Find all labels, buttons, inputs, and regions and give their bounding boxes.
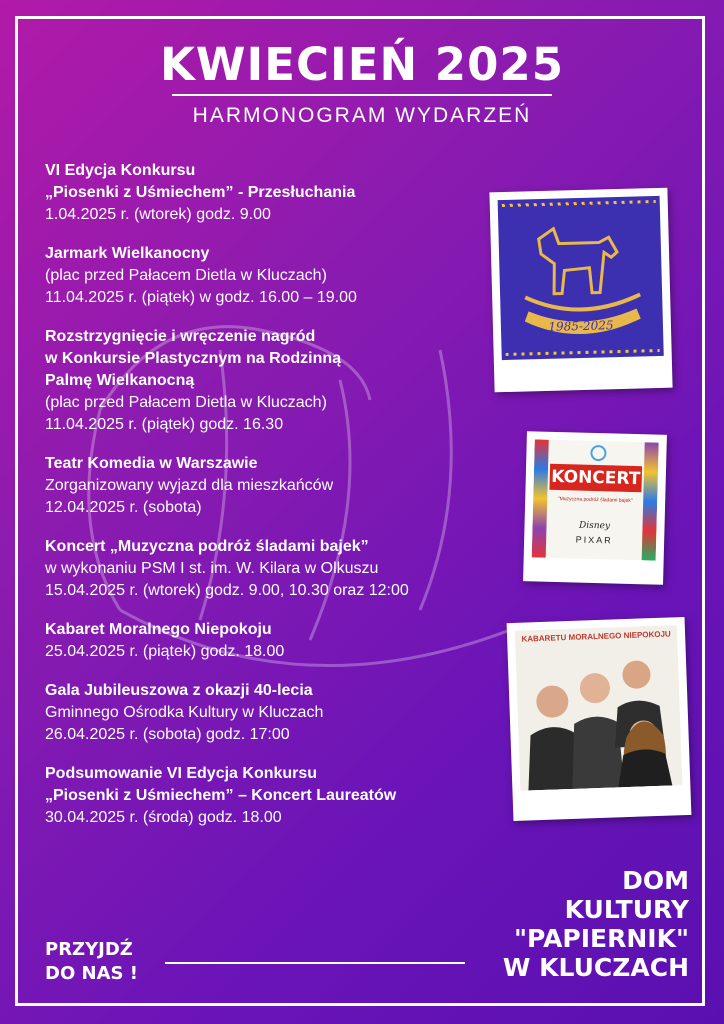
ribbon-text: 1985-2025 — [548, 318, 614, 334]
organizer-line: W KLUCZACH — [502, 953, 689, 982]
organizer-line: DOM — [622, 866, 689, 895]
event-title: VI Edycja Konkursu — [45, 162, 196, 179]
event-detail: 1.04.2025 r. (wtorek) godz. 9.00 — [45, 206, 271, 223]
event-detail: w wykonaniu PSM I st. im. W. Kilara w Olkuszu — [45, 560, 379, 577]
page-subtitle: HARMONOGRAM WYDARZEŃ — [192, 104, 532, 127]
event-title: Gala Jubileuszowa z okazji 40-lecia — [45, 682, 313, 699]
cabaret-poster-image — [515, 625, 682, 791]
event-item — [45, 680, 495, 746]
event-title: Rozstrzygnięcie i wręczenie nagród — [45, 328, 316, 345]
event-item — [45, 243, 495, 309]
event-title: „Piosenki z Uśmiechem” - Przesłuchania — [45, 184, 356, 201]
event-title: Jarmark Wielkanocny — [45, 245, 210, 262]
film-strip-left — [532, 439, 549, 557]
footer-divider — [165, 962, 465, 964]
event-item — [45, 453, 495, 519]
cta-line: PRZYJDŹ — [45, 939, 133, 960]
event-detail: (plac przed Pałacem Dietla w Kluczach) — [45, 267, 327, 284]
disney-logo: Disney — [578, 520, 611, 532]
event-list — [45, 160, 495, 846]
event-title: Teatr Komedia w Warszawie — [45, 455, 258, 472]
event-title: w Konkursie Plastycznym na Rodzinną — [45, 350, 342, 367]
poster-subtitle: "Muzyczna podróż śladami bajek" — [557, 496, 633, 504]
page-title: KWIECIEŃ 2025 — [159, 38, 565, 91]
poster-title: KABARETU MORALNEGO NIEPOKOJU — [521, 629, 671, 644]
anniversary-photo — [489, 188, 672, 393]
event-title: Podsumowanie VI Edycja Konkursu — [45, 765, 318, 782]
event-item — [45, 763, 495, 829]
event-detail: (plac przed Pałacem Dietla w Kluczach) — [45, 394, 327, 411]
school-logo-icon — [590, 445, 606, 461]
event-detail: 26.04.2025 r. (sobota) godz. 17:00 — [45, 726, 290, 743]
event-detail: Zorganizowany wyjazd dla mieszkańców — [45, 477, 334, 494]
event-detail: 15.04.2025 r. (wtorek) godz. 9.00, 10.30 oraz 12:00 — [45, 582, 409, 599]
cabaret-poster-photo — [507, 617, 692, 821]
title-divider — [172, 94, 552, 96]
event-detail: 11.04.2025 r. (piątek) w godz. 16.00 – 19.00 — [45, 289, 357, 306]
organizer-line: "PAPIERNIK" — [514, 924, 689, 953]
event-title: Kabaret Moralnego Niepokoju — [45, 621, 272, 638]
event-title: Palmę Wielkanocną — [45, 372, 195, 389]
film-strip-right — [642, 442, 659, 560]
event-title: „Piosenki z Uśmiechem” – Koncert Laureatów — [45, 787, 397, 804]
concert-poster-image — [532, 439, 659, 560]
event-detail: 30.04.2025 r. (środa) godz. 18.00 — [45, 809, 282, 826]
rocking-horse-icon — [498, 196, 664, 360]
event-detail: 11.04.2025 r. (piątek) godz. 16.30 — [45, 416, 284, 433]
event-item — [45, 619, 495, 663]
event-detail: 12.04.2025 r. (sobota) — [45, 499, 202, 516]
organizer-line: KULTURY — [564, 895, 689, 924]
event-detail: 25.04.2025 r. (piątek) godz. 18.00 — [45, 643, 285, 660]
event-title: Koncert „Muzyczna podróż śladami bajek” — [45, 538, 369, 555]
performers-group-icon — [515, 625, 682, 791]
poster-title: KONCERT — [549, 464, 642, 492]
call-to-action — [45, 938, 138, 986]
anniversary-image — [498, 196, 664, 360]
concert-poster-photo — [523, 431, 667, 585]
event-detail: Gminnego Ośrodka Kultury w Kluczach — [45, 704, 324, 721]
organizer-name — [503, 866, 689, 982]
cta-line: DO NAS ! — [45, 963, 138, 984]
event-item — [45, 536, 495, 602]
event-item — [45, 326, 495, 436]
pixar-logo: PIXAR — [575, 534, 613, 546]
event-item — [45, 160, 495, 226]
